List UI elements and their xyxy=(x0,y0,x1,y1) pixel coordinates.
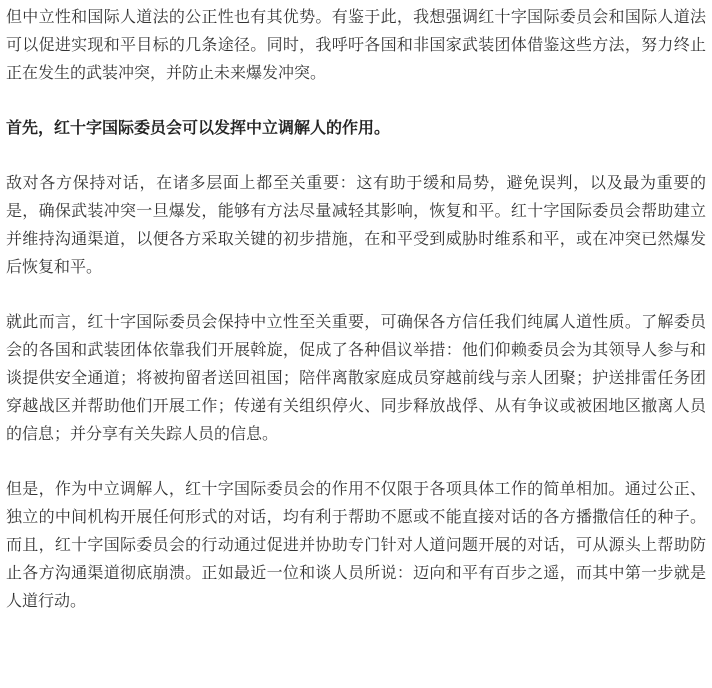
section-heading-neutral-mediator: 首先，红十字国际委员会可以发挥中立调解人的作用。 xyxy=(6,118,391,137)
paragraph-neutrality: 就此而言，红十字国际委员会保持中立性至关重要，可确保各方信任我们纯属人道性质。了解委员会的各国和武装团体依靠我们开展斡旋，促成了各种倡议举措：他们仰赖委员会为其领导人参与和谈提供安全通道；将被拘留者送回祖国；陪伴离散家庭成员穿越前线与亲人团聚；护送排雷任务团穿越战区并帮助他们开展工作；传递有关组织停火、同步释放战俘、从有争议或被困地区撤离人员的信息；并分享有关失踪人员的信息。 xyxy=(6,312,706,443)
paragraph-role-beyond-tasks: 但是，作为中立调解人，红十字国际委员会的作用不仅限于各项具体工作的简单相加。通过公正、独立的中间机构开展任何形式的对话，均有利于帮助不愿或不能直接对话的各方播撒信任的种子。而且，红十字国际委员会的行动通过促进并协助专门针对人道问题开展的对话，可从源头上帮助防止各方沟通渠道彻底崩溃。正如最近一位和谈人员所说：迈向和平有百步之遥，而其中第一步就是人道行动。 xyxy=(6,479,706,610)
paragraph-intro: 但中立性和国际人道法的公正性也有其优势。有鉴于此，我想强调红十字国际委员会和国际人道法可以促进实现和平目标的几条途径。同时，我呼吁各国和非国家武装团体借鉴这些方法，努力终止正在发生的武装冲突，并防止未来爆发冲突。 xyxy=(6,7,706,82)
paragraph-dialogue: 敌对各方保持对话，在诸多层面上都至关重要：这有助于缓和局势，避免误判，以及最为重要的是，确保武装冲突一旦爆发，能够有方法尽量减轻其影响，恢复和平。红十字国际委员会帮助建立并维持沟通渠道，以便各方采取关键的初步措施，在和平受到威胁时维系和平，或在冲突已然爆发后恢复和平。 xyxy=(6,173,706,276)
article-body xyxy=(6,3,706,615)
